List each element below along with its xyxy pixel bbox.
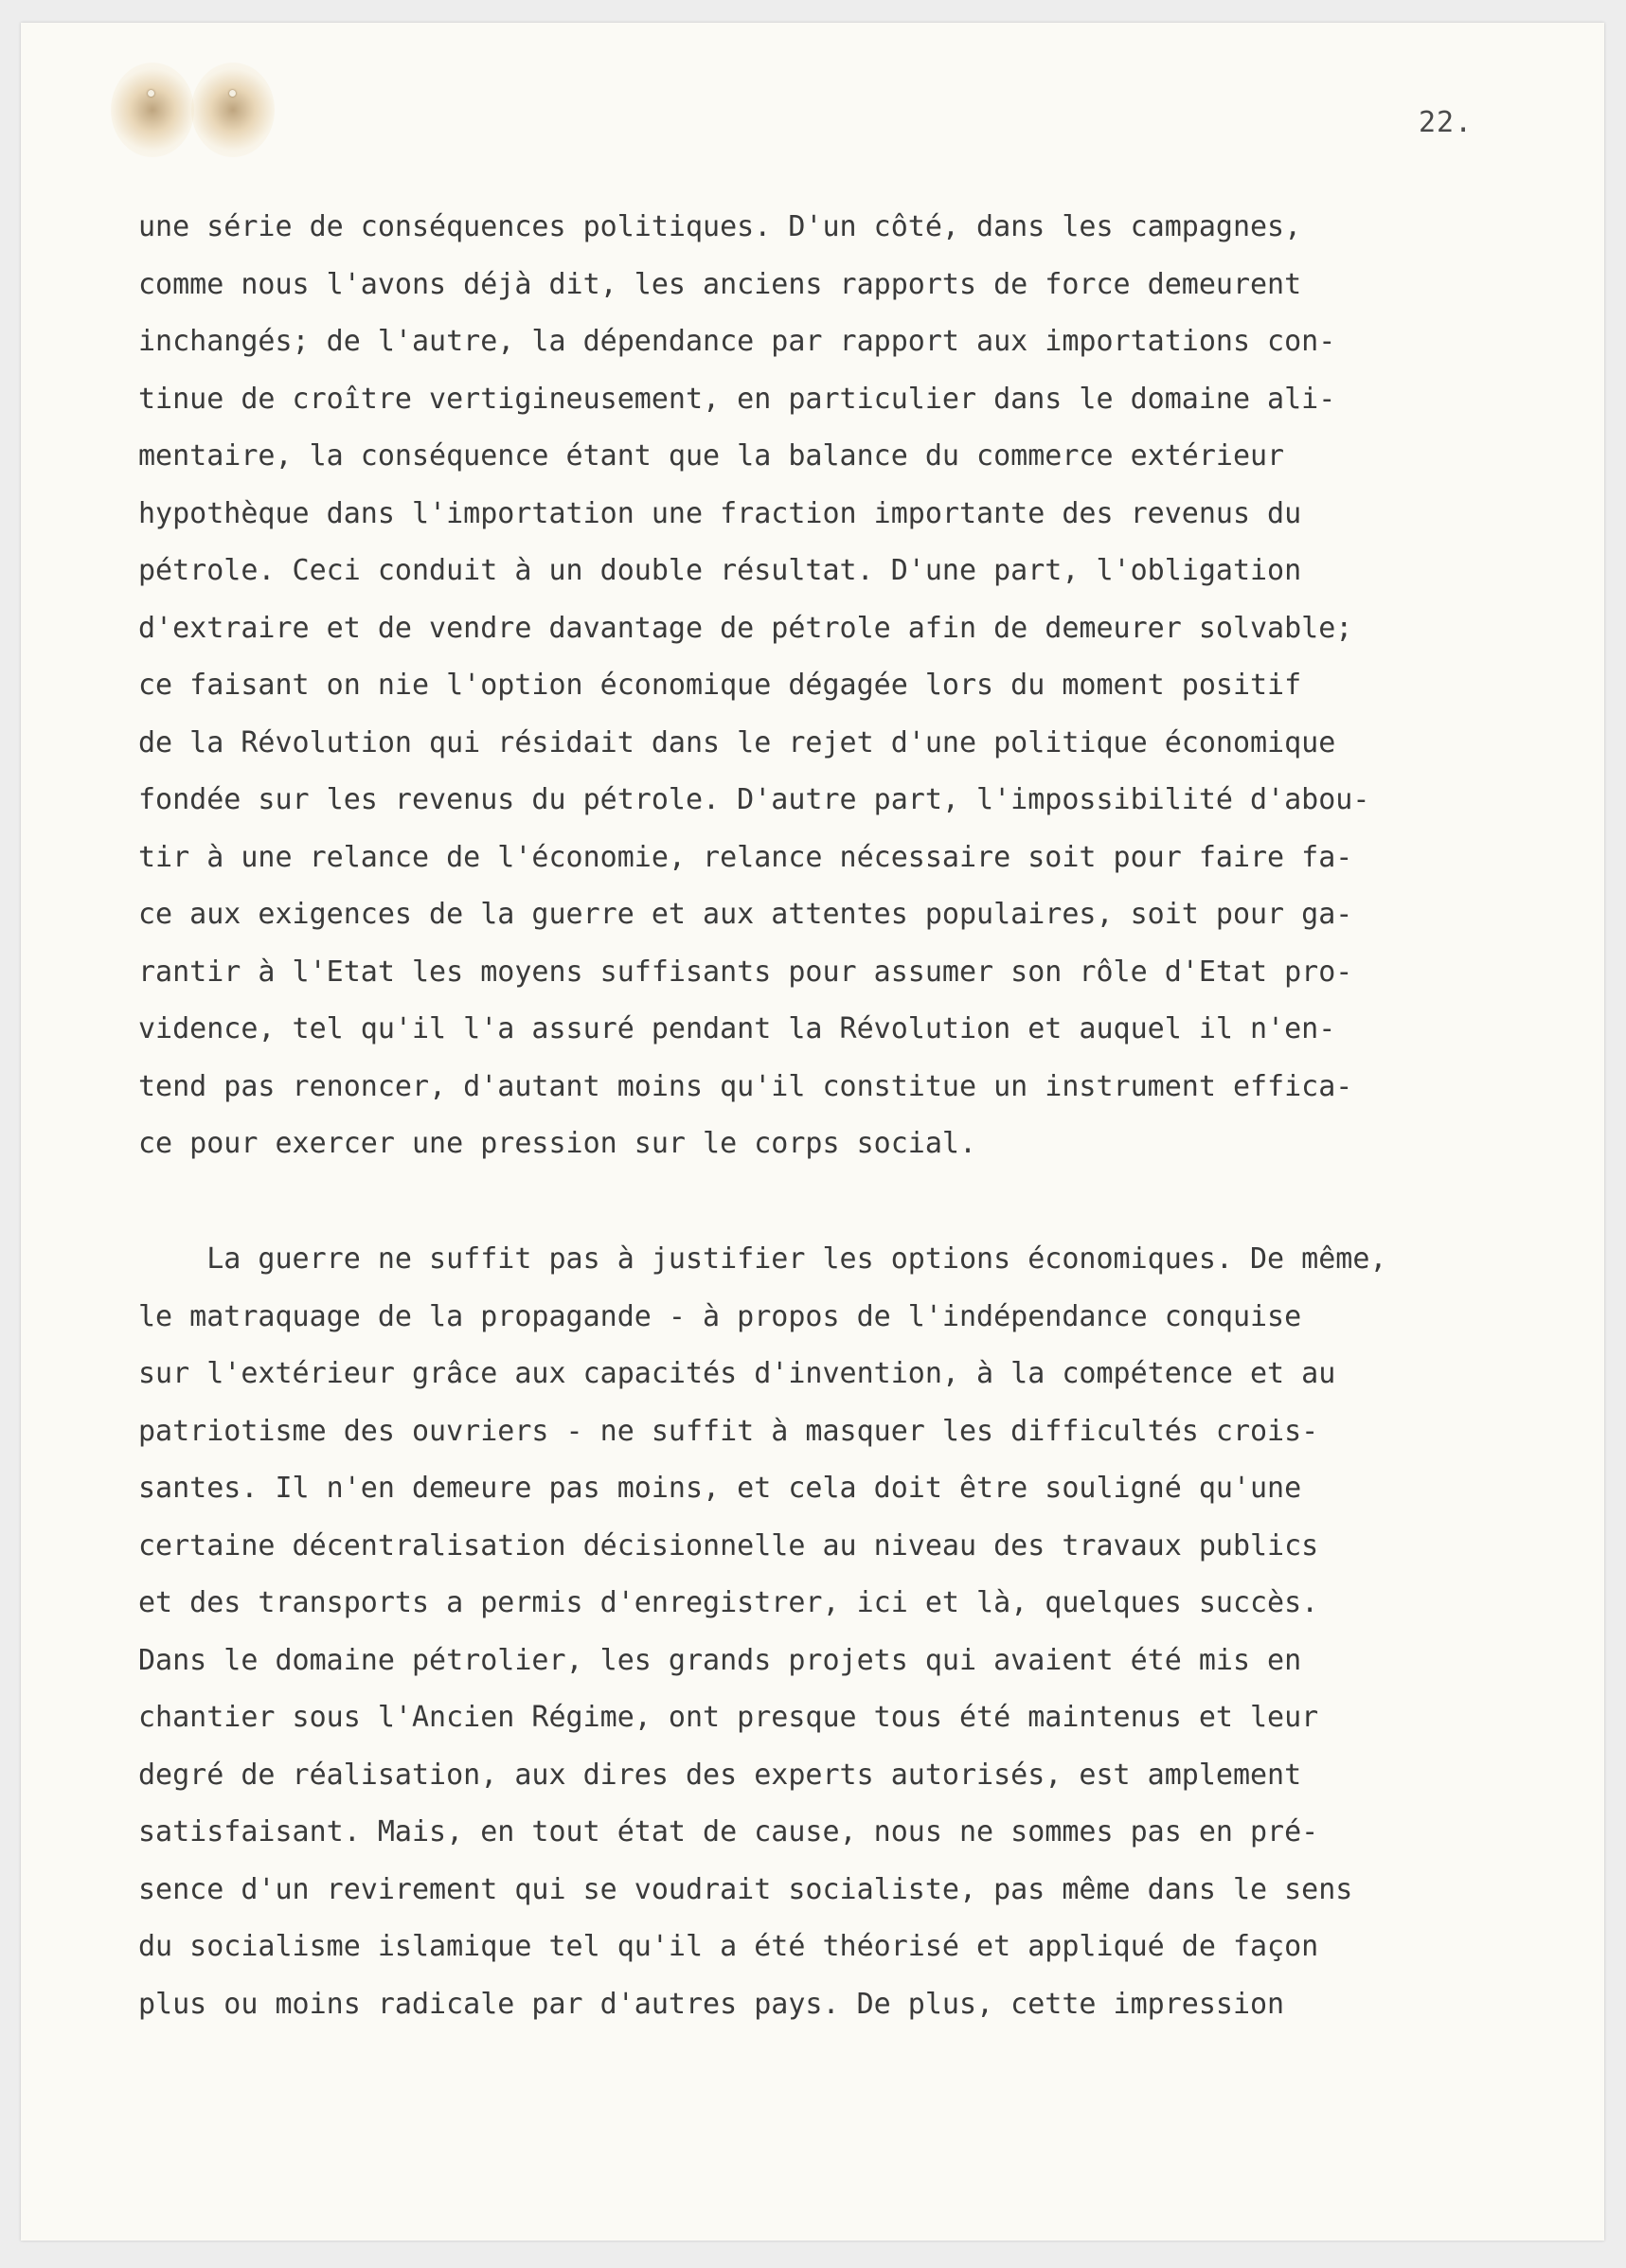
text-line: rantir à l'Etat les moyens suffisants pour assumer son rôle d'Etat pro- [138,955,1353,989]
text-line: une série de conséquences politiques. D'un côté, dans les campagnes, [138,210,1302,243]
text-line: patriotisme des ouvriers - ne suffit à masquer les difficultés crois- [138,1414,1319,1448]
text-line: sur l'extérieur grâce aux capacités d'invention, à la compétence et au [138,1357,1336,1390]
text-line: ce faisant on nie l'option économique dégagée lors du moment positif [138,669,1302,702]
text-line: ce pour exercer une pression sur le corps social. [138,1127,977,1160]
text-line: La guerre ne suffit pas à justifier les options économiques. De même, [138,1242,1387,1276]
text-line: plus ou moins radicale par d'autres pays. De plus, cette impression [138,1987,1285,2021]
punch-hole [148,90,154,97]
text-line: comme nous l'avons déjà dit, les anciens rapports de force demeurent [138,267,1302,301]
text-line: vidence, tel qu'il l'a assuré pendant la Révolution et auquel il n'en- [138,1012,1336,1045]
text-line: Dans le domaine pétrolier, les grands projets qui avaient été mis en [138,1643,1302,1677]
text-line: mentaire, la conséquence étant que la balance du commerce extérieur [138,439,1285,473]
page-number: 22. [1419,106,1474,139]
text-line: fondée sur les revenus du pétrole. D'autre part, l'impossibilité d'abou- [138,783,1370,816]
text-line: tend pas renoncer, d'autant moins qu'il constitue un instrument effica- [138,1069,1353,1103]
text-line: hypothèque dans l'importation une fraction importante des revenus du [138,496,1302,530]
text-line: certaine décentralisation décisionnelle au niveau des travaux publics [138,1528,1319,1563]
text-line: sence d'un revirement qui se voudrait socialiste, pas même dans le sens [138,1872,1353,1906]
paragraph-1 [138,199,1549,1173]
text-line: du socialisme islamique tel qu'il a été théorisé et appliqué de façon [138,1930,1319,1963]
text-line: tir à une relance de l'économie, relance nécessaire soit pour faire fa- [138,840,1353,874]
text-line: de la Révolution qui résidait dans le rejet d'une politique économique [138,725,1336,759]
text-line: et des transports a permis d'enregistrer, ici et là, quelques succès. [138,1586,1319,1619]
text-line: pétrole. Ceci conduit à un double résultat. D'une part, l'obligation [138,554,1302,587]
text-line: chantier sous l'Ancien Régime, ont presque tous été maintenus et leur [138,1701,1319,1734]
text-line: ce aux exigences de la guerre et aux attentes populaires, soit pour ga- [138,898,1353,931]
text-line: inchangés; de l'autre, la dépendance par rapport aux importations con- [138,325,1336,358]
text-line: satisfaisant. Mais, en tout état de cause, nous ne sommes pas en pré- [138,1815,1319,1848]
text-line: tinue de croître vertigineusement, en particulier dans le domaine ali- [138,382,1336,416]
punch-hole [229,90,236,97]
text-line: degré de réalisation, aux dires des experts autorisés, est amplement [138,1758,1302,1792]
text-line: d'extraire et de vendre davantage de pétrole afin de demeurer solvable; [138,611,1353,645]
text-line: le matraquage de la propagande - à propos de l'indépendance conquise [138,1299,1302,1333]
stain-mark [191,63,275,157]
text-line: santes. Il n'en demeure pas moins, et cela doit être souligné qu'une [138,1472,1302,1505]
stain-mark [111,63,194,157]
paragraph-2 [138,1231,1549,2033]
